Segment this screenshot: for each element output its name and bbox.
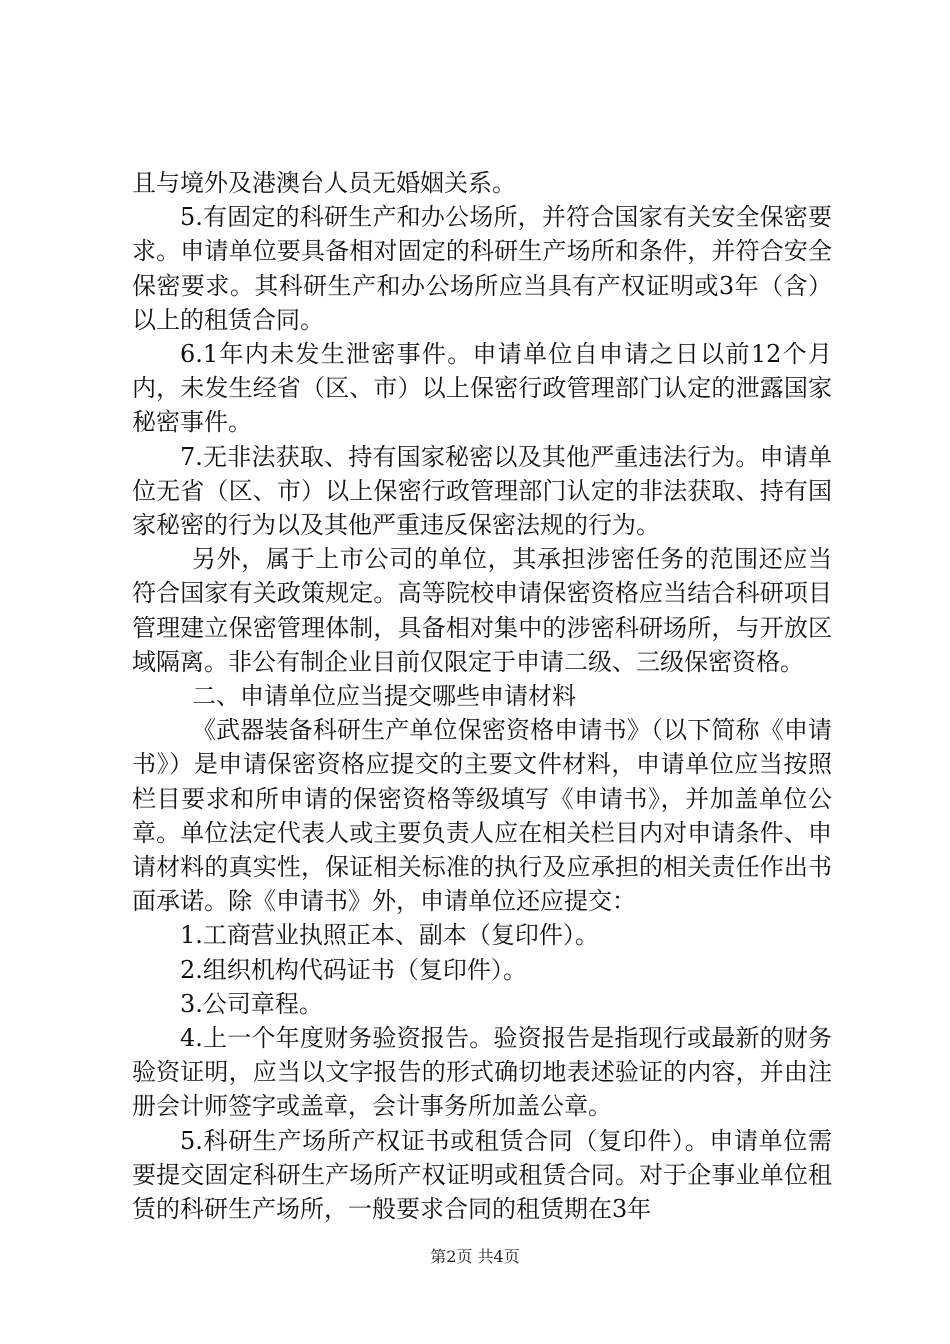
paragraph-item-7: 7.无非法获取、持有国家秘密以及其他严重违法行为。申请单位无省（区、市）以上保密行政管理部门认定的非法获取、持有国家秘密的行为以及其他严重违反保密法规的行为。 (132, 442, 832, 540)
paragraph-application-form: 《武器装备科研生产单位保密资格申请书》（以下简称《申请书》）是申请保密资格应提交的主要文件材料，申请单位应当按照栏目要求和所申请的保密资格等级填写《申请书》，并加盖单位公章。单位法定代表人或主要负责人应在相关栏目内对申请条件、申请材料的真实性，保证相关标准的执行及应承担的相关责任作出书面承诺。除《申请书》外，申请单位还应提交： (132, 716, 832, 916)
section-heading: 二、申请单位应当提交哪些申请材料 (192, 682, 576, 711)
list-item-4: 4.上一个年度财务验资报告。验资报告是指现行或最新的财务验资证明，应当以文字报告的形式确切地表述验证的内容，并由注册会计师签字或盖章，会计事务所加盖公章。 (132, 1024, 832, 1121)
list-item-5: 5.科研生产场所产权证书或租赁合同（复印件）。申请单位需要提交固定科研生产场所产权证明或租赁合同。对于企事业单位租赁的科研生产场所，一般要求合同的租赁期在3年 (132, 1126, 832, 1224)
paragraph-additional: 另外，属于上市公司的单位，其承担涉密任务的范围还应当符合国家有关政策规定。高等院校申请保密资格应当结合科研项目管理建立保密管理体制，具备相对集中的涉密科研场所，与开放区域隔离。非公有制企业目前仅限定于申请二级、三级保密资格。 (132, 545, 832, 676)
paragraph-item-5: 5.有固定的科研生产和办公场所，并符合国家有关安全保密要求。申请单位要具备相对固定的科研生产场所和条件，并符合安全保密要求。其科研生产和办公场所应当具有产权证明或3年（含）以上的租赁合同。 (132, 203, 832, 334)
paragraph-continuation: 且与境外及港澳台人员无婚姻关系。 (132, 169, 516, 197)
list-item-3: 3.公司章程。 (180, 989, 323, 1018)
list-item-1: 1.工商营业执照正本、副本（复印件）。 (180, 921, 599, 950)
list-item-2: 2.组织机构代码证书（复印件）。 (180, 955, 527, 984)
paragraph-item-6: 6.1年内未发生泄密事件。申请单位自申请之日以前12个月内，未发生经省（区、市）以上保密行政管理部门认定的泄露国家秘密事件。 (132, 340, 832, 437)
page-footer: 第2页 共4页 (430, 1247, 520, 1266)
body-text (132, 166, 832, 1226)
